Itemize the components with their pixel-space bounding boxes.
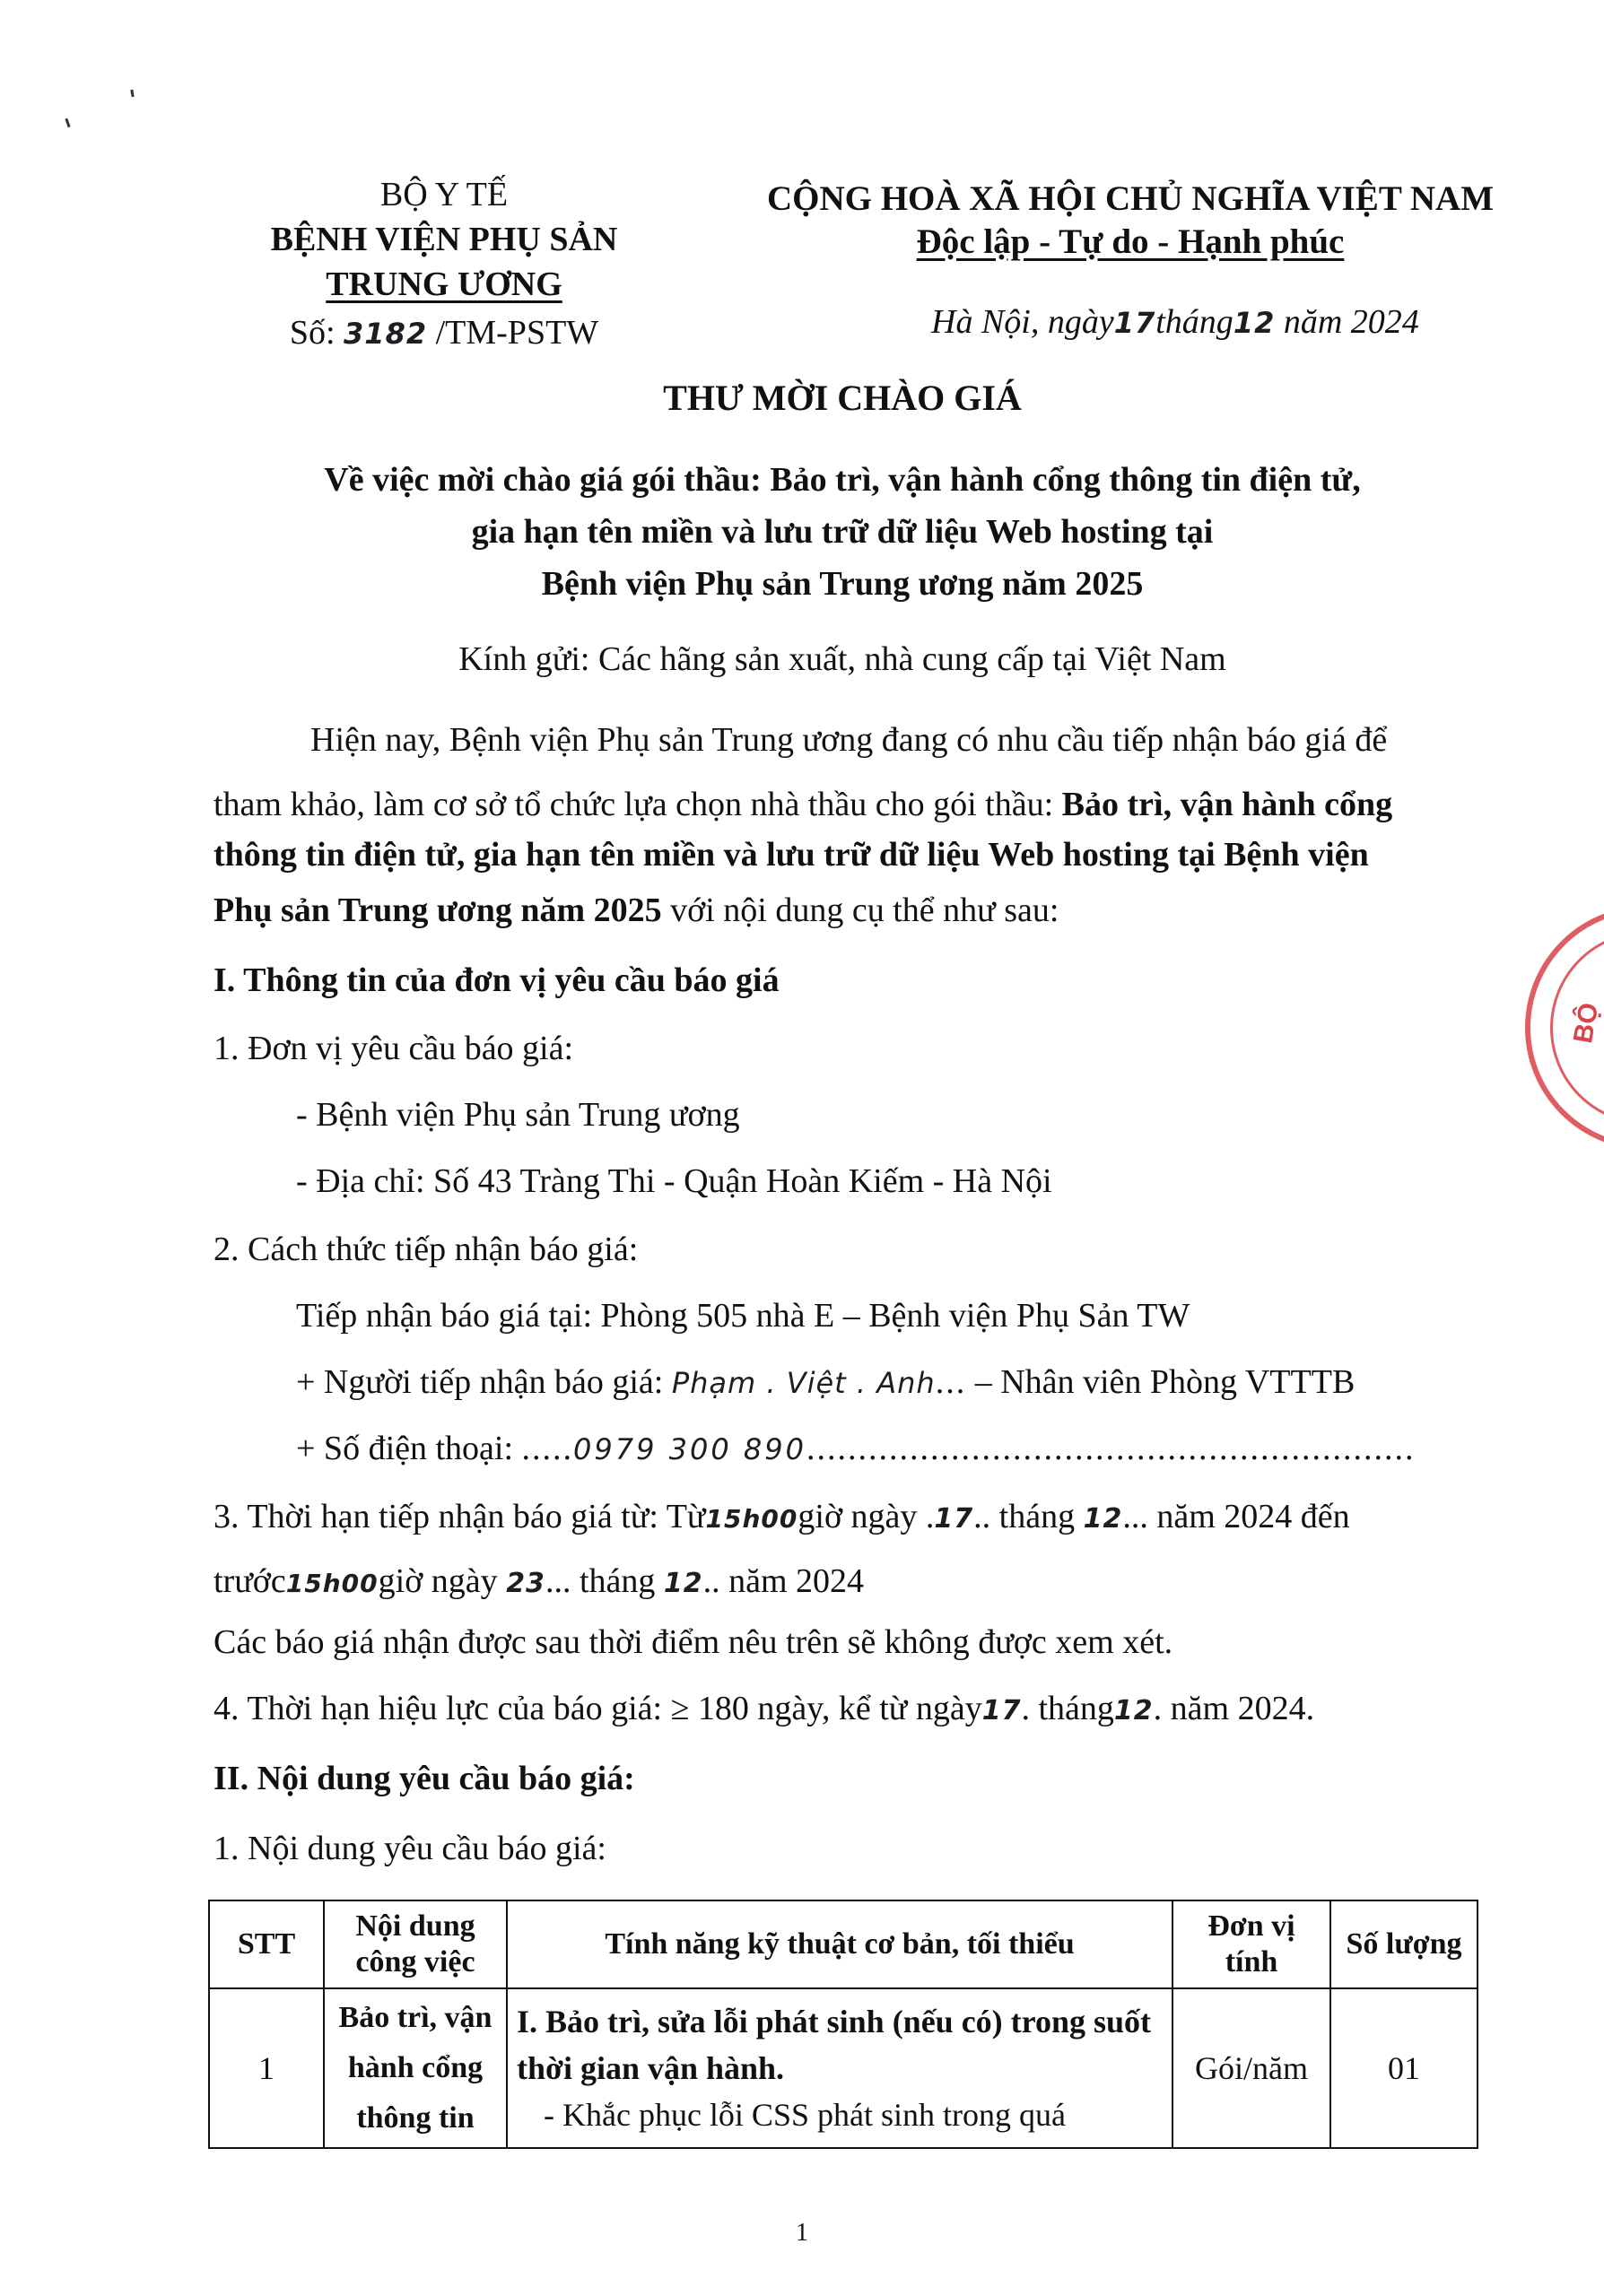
- item3-dots5: ..: [702, 1562, 720, 1600]
- section1-item1: 1. Đơn vị yêu cầu báo giá:: [214, 1030, 574, 1067]
- item4-month: 12: [1113, 1695, 1154, 1726]
- cell-stt: 1: [209, 1988, 324, 2148]
- section1-item3-note: Các báo giá nhận được sau thời điểm nêu trên sẽ không được xem xét.: [214, 1623, 1173, 1661]
- item4-mid: tháng: [1038, 1690, 1114, 1727]
- item3-time1: 15h00: [705, 1504, 798, 1534]
- item3-month2: 12: [663, 1568, 703, 1599]
- section2-heading: II. Nội dung yêu cầu báo giá:: [214, 1760, 635, 1797]
- intro-text4-bold: Phụ sản Trung ương năm 2025: [214, 891, 662, 929]
- item3-line2-prefix: trước: [214, 1562, 286, 1600]
- header-quantity: Số lượng: [1330, 1900, 1478, 1988]
- item3-time2: 15h00: [285, 1569, 379, 1598]
- country-name: CỘNG HOÀ XÃ HỘI CHỦ NGHĨA VIỆT NAM: [766, 179, 1495, 218]
- subject-line2: gia hạn tên miền và lưu trữ dữ liệu Web hosting tại: [471, 513, 1214, 551]
- page-number: 1: [796, 2219, 808, 2247]
- item3-mid1: giờ ngày: [798, 1498, 918, 1535]
- subject-block: [208, 457, 1477, 606]
- section1-item1-b: - Địa chỉ: Số 43 Tràng Thi - Quận Hoàn Kiếm - Hà Nội: [296, 1162, 1052, 1200]
- scan-speck: [130, 90, 134, 97]
- cell-spec: [507, 1988, 1172, 2148]
- item3-mid4: giờ ngày: [378, 1562, 498, 1600]
- item4-end: năm 2024.: [1170, 1690, 1315, 1727]
- national-motto: Độc lập - Tự do - Hạnh phúc: [916, 222, 1345, 261]
- phone-prefix: + Số điện thoại:: [296, 1430, 514, 1467]
- header-content: Nội dung công việc: [324, 1900, 507, 1988]
- phone-dots-lead: .....: [521, 1430, 574, 1467]
- receiver-dots: ...: [935, 1363, 967, 1401]
- cell-content: Bảo trì, vận hành cổng thông tin: [324, 1988, 507, 2148]
- item4-dots2: .: [1153, 1690, 1163, 1727]
- document-number: [224, 310, 664, 356]
- item3-prefix: 3. Thời hạn tiếp nhận báo giá từ: Từ: [214, 1498, 706, 1535]
- date-year: năm 2024: [1283, 303, 1419, 341]
- item3-month1: 12: [1083, 1503, 1123, 1535]
- cell-quantity: 01: [1330, 1988, 1478, 2148]
- item4-day: 17: [981, 1695, 1022, 1726]
- intro-text4: với nội dung cụ thể như sau:: [670, 891, 1059, 929]
- receiver-prefix: + Người tiếp nhận báo giá:: [296, 1363, 664, 1401]
- header-left: [224, 172, 664, 356]
- item3-day1: 17: [934, 1503, 974, 1535]
- intro-text2-bold: Bảo trì, vận hành cổng: [1061, 786, 1393, 823]
- table-row: [209, 1988, 1478, 2148]
- document-title: THƯ MỜI CHÀO GIÁ: [663, 378, 1022, 418]
- subject-line3: Bệnh viện Phụ sản Trung ương năm 2025: [541, 565, 1144, 603]
- hospital-name-line1: BỆNH VIỆN PHỤ SẢN: [270, 221, 618, 258]
- section1-item2-a: Tiếp nhận báo giá tại: Phòng 505 nhà E – Bệnh viện Phụ Sản TW: [296, 1297, 1190, 1335]
- issue-date: [931, 300, 1559, 345]
- receiver-suffix: – Nhân viên Phòng VTTTB: [974, 1363, 1356, 1401]
- date-day: 17: [1113, 306, 1156, 340]
- section1-item3-line2: [214, 1559, 864, 1606]
- date-prefix: Hà Nội, ngày: [931, 303, 1114, 341]
- item3-dots1: .: [925, 1498, 935, 1535]
- item3-mid3: năm 2024 đến: [1156, 1498, 1350, 1535]
- item4-prefix: 4. Thời hạn hiệu lực của báo giá: ≥ 180 ngày, kể từ ngày: [214, 1690, 982, 1727]
- scan-speck: [65, 118, 70, 127]
- date-month-label: tháng: [1155, 303, 1234, 341]
- item3-dots4: ...: [545, 1562, 571, 1600]
- subject-line1: Về việc mời chào giá gói thầu: Bảo trì, vận hành cổng thông tin điện tử,: [324, 461, 1361, 499]
- section1-heading: I. Thông tin của đơn vị yêu cầu báo giá: [214, 961, 780, 999]
- item3-day2: 23: [506, 1568, 545, 1599]
- intro-text2: tham khảo, làm cơ sở tổ chức lựa chọn nhà thầu cho gói thầu:: [214, 786, 1054, 823]
- item3-dots2: ..: [973, 1498, 991, 1535]
- section1-item3-line1: [214, 1494, 1496, 1542]
- phone-line: [296, 1426, 1415, 1472]
- number-prefix: Số:: [289, 314, 336, 352]
- intro-line4: [214, 888, 1496, 933]
- table-header-row: [209, 1900, 1478, 1988]
- date-month: 12: [1233, 306, 1276, 340]
- section2-item1: 1. Nội dung yêu cầu báo giá:: [214, 1830, 606, 1867]
- spec-item: - Khắc phục lỗi CSS phát sinh trong quá: [544, 2097, 1066, 2133]
- header-stt: STT: [209, 1900, 324, 1988]
- intro-line1: [310, 718, 1495, 762]
- section1-item2: 2. Cách thức tiếp nhận báo giá:: [214, 1231, 639, 1268]
- item3-dots3: ...: [1122, 1498, 1148, 1535]
- intro-line3: thông tin điện tử, gia hạn tên miền và lưu trữ dữ liệu Web hosting tại Bệnh viện: [214, 836, 1369, 874]
- number-handwritten: 3182: [344, 317, 428, 351]
- item4-dots1: .: [1021, 1690, 1030, 1727]
- section1-item4: [214, 1686, 1314, 1734]
- hospital-name-line2: [224, 262, 664, 307]
- item3-mid5: tháng: [579, 1562, 656, 1600]
- header-spec: Tính năng kỹ thuật cơ bản, tối thiểu: [507, 1900, 1172, 1988]
- phone-dots-trail: ...........................................................: [806, 1430, 1416, 1467]
- recipient: Kính gửi: Các hãng sản xuất, nhà cung cấp tại Việt Nam: [458, 640, 1226, 678]
- receiver-line: [296, 1360, 1355, 1405]
- cell-unit: Gói/năm: [1172, 1988, 1330, 2148]
- intro-line2: [214, 782, 1496, 827]
- item3-mid2: tháng: [998, 1498, 1076, 1535]
- quote-requirements-table: [208, 1900, 1478, 2149]
- section1-item1-a: - Bệnh viện Phụ sản Trung ương: [296, 1096, 740, 1134]
- national-motto-wrap: [682, 219, 1579, 265]
- item3-end: năm 2024: [728, 1562, 865, 1600]
- phone-number: 0979 300 890: [573, 1432, 806, 1466]
- receiver-name: Phạm . Việt . Anh: [671, 1366, 936, 1400]
- number-suffix: /TM-PSTW: [435, 314, 599, 352]
- hospital-name-line2-text: TRUNG ƯƠNG: [326, 265, 562, 303]
- ministry-name: BỘ Y TẾ: [379, 176, 509, 213]
- intro-text1: Hiện nay, Bệnh viện Phụ sản Trung ương đang có nhu cầu tiếp nhận báo giá để: [310, 721, 1388, 759]
- stamp-text: BỘ: [1568, 1000, 1604, 1046]
- header-unit: Đơn vị tính: [1172, 1900, 1330, 1988]
- spec-heading: I. Bảo trì, sửa lỗi phát sinh (nếu có) trong suốt thời gian vận hành.: [517, 2004, 1152, 2086]
